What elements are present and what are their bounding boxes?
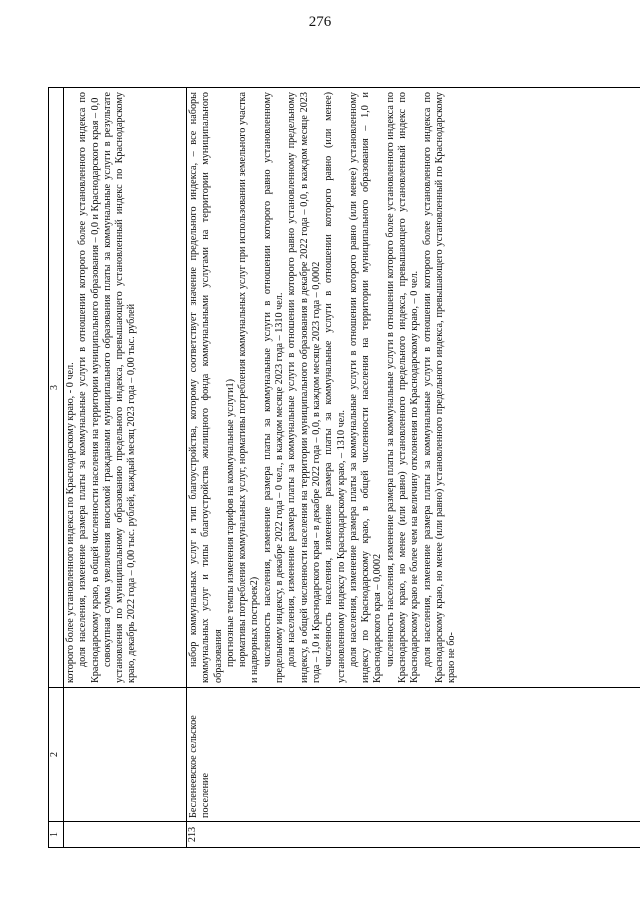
row-213-paragraph: численность населения, изменение размера платы за коммунальные услуги в отношении которого равно установленному предельному индексу, в декабре 2022 года – 0 чел., в каждом месяце 2023 года – 1310 чел. <box>261 92 286 683</box>
continued-row-name <box>64 688 187 822</box>
continued-paragraph: которого более установленного индекса по Краснодарскому краю, - 0 чел. <box>65 362 76 683</box>
row-213-paragraph: численность населения, изменение размера платы за коммунальные услуги в отношении которого более установленного индекса по Краснодарскому краю, но менее (или равно) установленного предельного индекса, превышающего установленный индекс по Краснодарскому краю не более чем на величину отклонения по Краснодарскому краю, – 0 чел. <box>384 92 421 683</box>
row-213-paragraph: доля населения, изменение размера платы за коммунальные услуги в отношении которого равно (или менее) установленному индексу по Краснодарскому краю, в общей численности населения на территории муниципального образования – 1,0 и Краснодарского края – 0,0002 <box>347 92 384 683</box>
continued-row-text <box>64 88 187 688</box>
row-213-text <box>187 88 640 688</box>
header-col-1: 1 <box>49 822 64 848</box>
table-row-213 <box>187 88 640 848</box>
row-213-paragraph: численность населения, изменение размера платы за коммунальные услуги в отношении которого равно (или менее) установленному индексу по Краснодарскому краю, – 1310 чел. <box>323 92 347 683</box>
header-col-2: 2 <box>49 688 64 822</box>
settlement-name: Бесленеевское сельское поселение <box>187 688 640 822</box>
limit-index-table <box>48 87 640 848</box>
row-213-paragraph: доля населения, изменение размера платы за коммунальные услуги в отношении которого равно установленному предельному индексу, в общей численности населения на территории муниципального образования в декабре 2022 года – 0,0, в каждом месяце 2023 года – 1,0 и Краснодарского края – в декабре 2022 года – 0,0, в каждом месяце 2023 года – 0,0002 <box>286 92 322 683</box>
rotated-table-page <box>48 88 588 848</box>
header-row <box>49 88 64 848</box>
row-number: 213 <box>187 822 640 848</box>
page-number: 276 <box>308 14 332 30</box>
continued-row-number <box>64 822 187 848</box>
row-213-paragraph: прогнозные темпы изменения тарифов на коммунальные услуги1) <box>224 378 236 667</box>
row-213-paragraph: доля населения, изменение размера платы за коммунальные услуги в отношении которого более установленного индекса по Краснодарскому краю, но менее (или равно) установленного предельного индекса, превышающего установленный по Краснодарскому краю не бо- <box>421 92 458 683</box>
continued-row <box>64 88 187 848</box>
continued-paragraph: доля населения, изменение размера платы за коммунальные услуги в отношении которого более установленного индекса по Краснодарскому краю, в общей численности населения на территории муниципального образования – 0,0 и Краснодарского края – 0,0 <box>77 92 101 683</box>
row-213-paragraph: нормативы потребления коммунальных услуг, нормативы потребления коммунальных услуг при использовании земельного участка и надворных построек2) <box>237 92 261 683</box>
row-213-paragraph: набор коммунальных услуг и тип благоустройства, которому соответствует значение предельного индекса, – все наборы коммунальных услуг и типы благоустройства жилищного фонда коммунальными услугами на территории муниципального образования <box>188 92 224 683</box>
continued-paragraph: совокупная сумма увеличения вносимой гражданами муниципального образования платы за коммунальные услуги в результате установления по муниципальному образованию предельного индекса, превышающего установленный индекс по Краснодарскому краю, декабрь 2022 года – 0,00 тыс. рублей, каждый месяц 2023 года – 0,00 тыс. рублей <box>101 92 138 683</box>
header-col-3: 3 <box>49 88 64 688</box>
